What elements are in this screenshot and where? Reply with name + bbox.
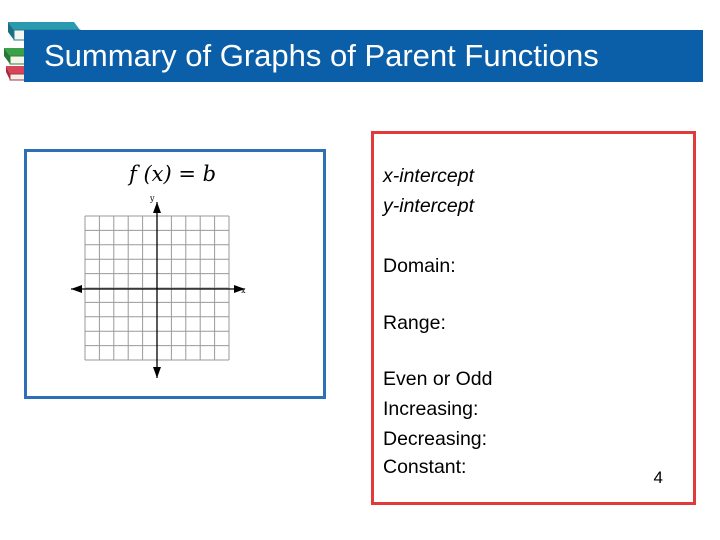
formula-text: f (x) = b (129, 162, 217, 186)
even-odd-label: Even or Odd (383, 368, 493, 390)
y-axis-label: y (150, 194, 155, 203)
y-intercept-label: y-intercept (383, 195, 475, 217)
y-axis-bottom-arrow (153, 367, 161, 378)
formula-label (127, 162, 216, 186)
decreasing-label: Decreasing: (383, 428, 488, 450)
x-axis-label: x (241, 286, 246, 295)
graph-panel (24, 149, 326, 399)
x-intercept-label: x-intercept (383, 165, 475, 187)
slide-title: Summary of Graphs of Parent Functions (24, 30, 703, 82)
x-axis-left-arrow (71, 285, 82, 293)
domain-label: Domain: (383, 255, 456, 277)
range-label: Range: (383, 312, 446, 334)
constant-label: Constant: (383, 456, 467, 478)
properties-panel (371, 131, 696, 505)
page-number: 4 (653, 468, 663, 487)
y-axis-top-arrow (153, 202, 161, 213)
increasing-label: Increasing: (383, 398, 479, 420)
